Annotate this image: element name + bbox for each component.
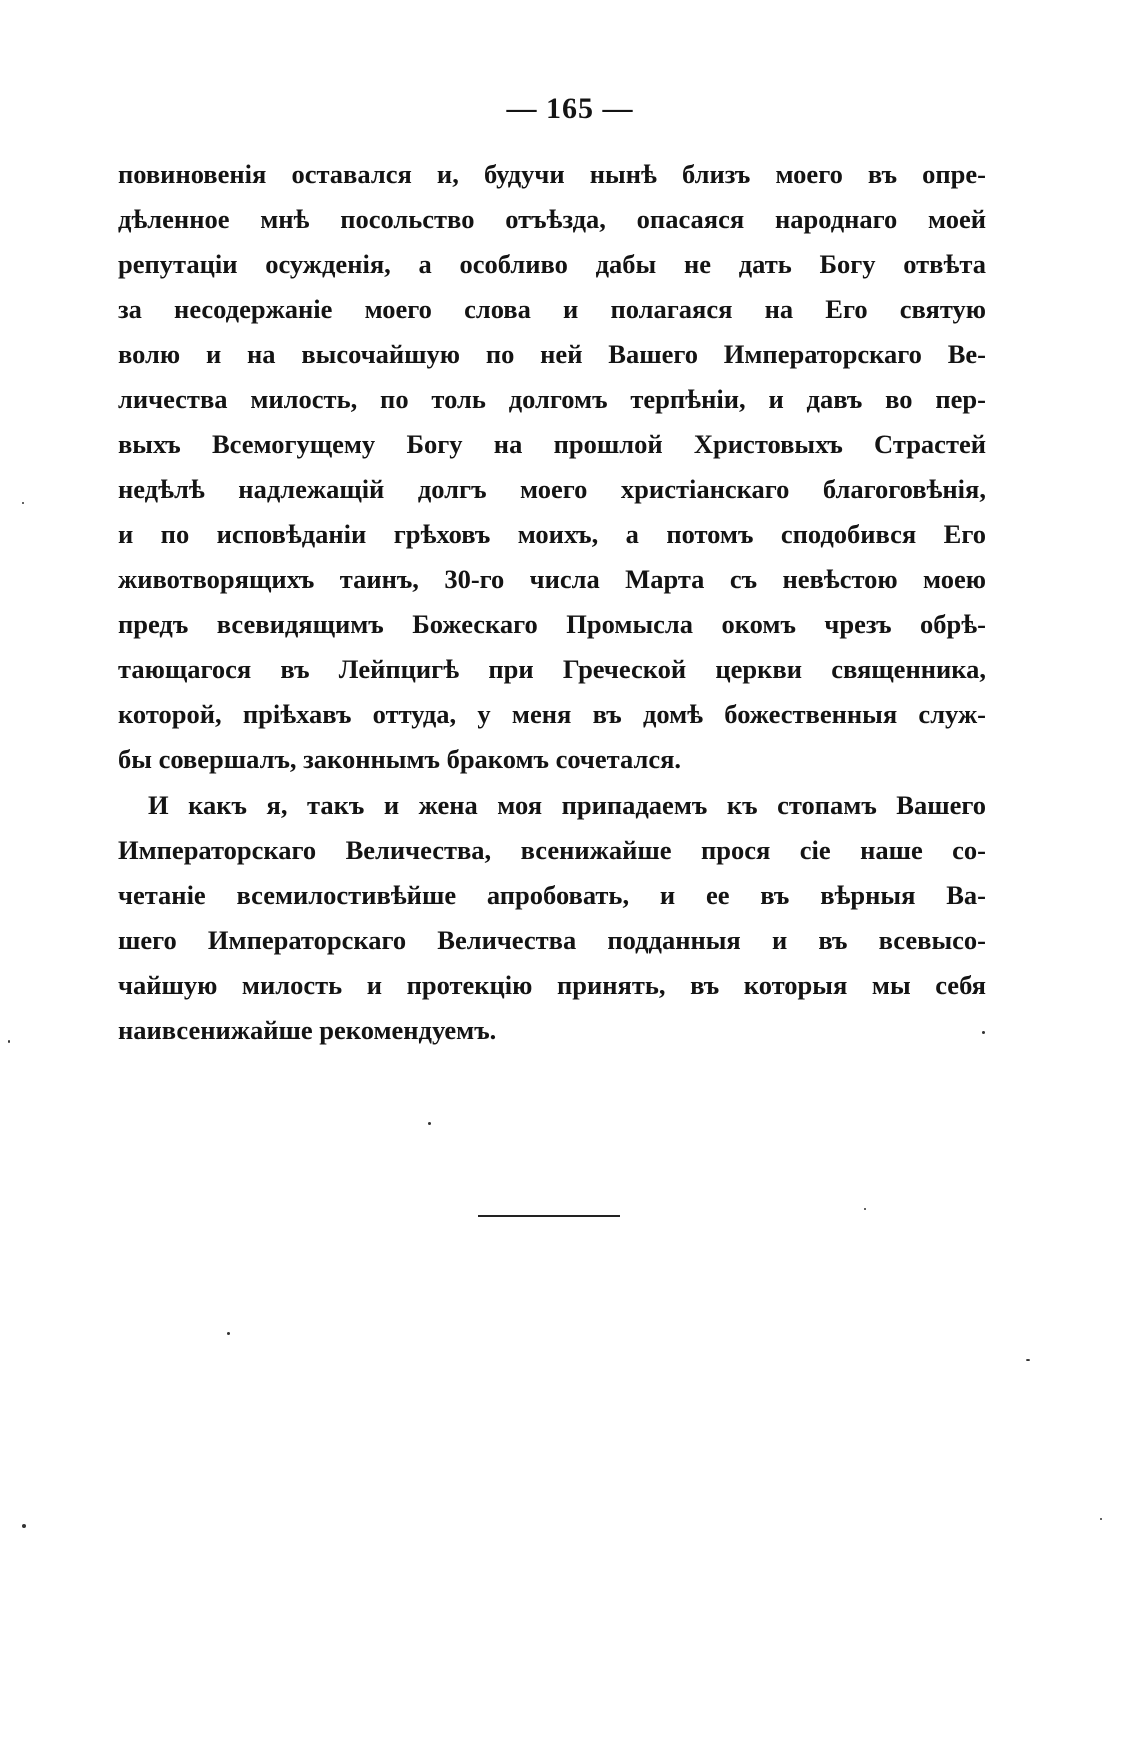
text-line: которой, пріѣхавъ оттуда, у меня въ домѣ божественныя служ- xyxy=(118,699,986,729)
text-line: Императорскаго Величества, всенижайше прося сіе наше со- xyxy=(118,835,986,865)
scan-speck xyxy=(22,502,24,504)
text-line: выхъ Всемогущему Богу на прошлой Христовыхъ Страстей xyxy=(118,429,986,459)
text-line: за несодержаніе моего слова и полагаяся на Его святую xyxy=(118,294,986,324)
paragraph-1 xyxy=(118,152,986,782)
text-line: чайшую милость и протекцію принять, въ которыя мы себя xyxy=(118,970,986,1000)
scan-speck xyxy=(864,1208,866,1210)
text-line: животворящихъ таинъ, 30-го числа Марта съ невѣстою моею xyxy=(118,564,986,594)
scan-speck xyxy=(982,1031,985,1034)
paragraph-2 xyxy=(118,783,986,1053)
text-line: волю и на высочайшую по ней Вашего Императорскаго Ве- xyxy=(118,339,986,369)
text-line: и по исповѣданіи грѣховъ моихъ, а потомъ сподобився Его xyxy=(118,519,986,549)
text-line: бы совершалъ, законнымъ бракомъ сочетался. xyxy=(118,744,682,774)
end-divider-rule xyxy=(478,1215,620,1217)
text-line: наивсенижайше рекомендуемъ. xyxy=(118,1015,497,1045)
scan-speck xyxy=(428,1122,431,1125)
text-line: повиновенія оставался и, будучи нынѣ близъ моего въ опре- xyxy=(118,159,986,189)
text-line: тающагося въ Лейпцигѣ при Греческой церкви священника, xyxy=(118,654,986,684)
scan-speck xyxy=(8,1040,10,1043)
scan-speck xyxy=(1026,1359,1030,1361)
text-line: И какъ я, такъ и жена моя припадаемъ къ стопамъ Вашего xyxy=(148,790,986,820)
scan-speck xyxy=(22,1524,26,1528)
scan-speck xyxy=(1100,1518,1102,1520)
page-number: — 165 — xyxy=(506,92,634,125)
text-line: личества милость, по толь долгомъ терпѣніи, и давъ во пер- xyxy=(118,384,986,414)
scan-speck xyxy=(227,1332,230,1335)
text-line: предъ всевидящимъ Божескаго Промысла окомъ чрезъ обрѣ- xyxy=(118,609,986,639)
text-line: недѣлѣ надлежащій долгъ моего христіанскаго благоговѣнія, xyxy=(118,474,986,504)
body-text xyxy=(118,152,986,1053)
text-line: четаніе всемилостивѣйше апробовать, и ее въ вѣрныя Ва- xyxy=(118,880,986,910)
text-line: дѣленное мнѣ посольство отъѣзда, опасаяся народнаго моей xyxy=(118,204,986,234)
text-line: шего Императорскаго Величества подданныя и въ всевысо- xyxy=(118,925,986,955)
text-line: репутаціи осужденія, а особливо дабы не дать Богу отвѣта xyxy=(118,249,986,279)
